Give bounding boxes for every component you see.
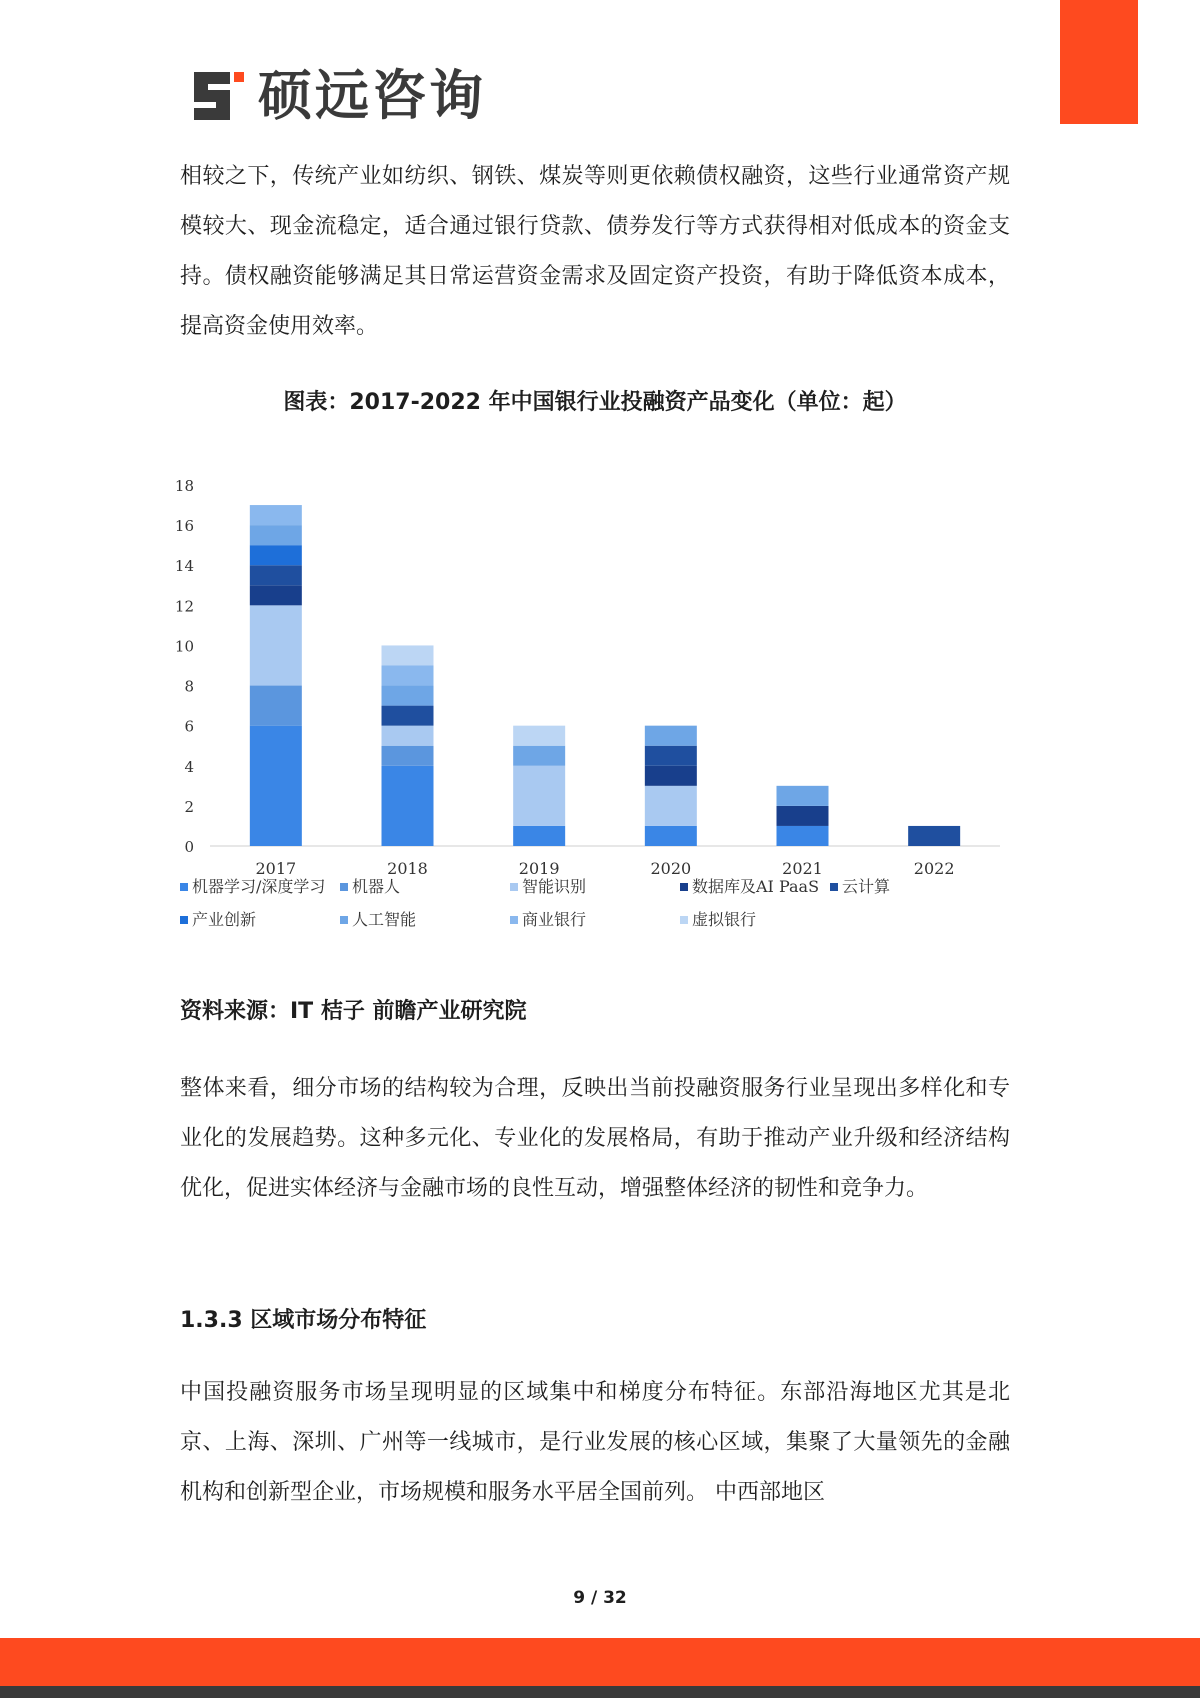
x-tick-label: 2021 <box>782 859 823 878</box>
bar-segment <box>250 726 302 846</box>
legend-label: 机器学习/深度学习 <box>192 877 326 896</box>
bar-chart <box>174 460 1020 960</box>
bar-segment <box>513 766 565 826</box>
y-tick-label: 4 <box>184 757 194 776</box>
bar-segment <box>250 505 302 525</box>
top-accent-bar <box>1060 0 1138 124</box>
bar-segment <box>777 826 829 846</box>
legend-swatch <box>830 883 838 891</box>
legend-swatch <box>180 916 188 924</box>
y-tick-label: 14 <box>174 557 194 576</box>
bar-segment <box>382 645 434 665</box>
bar-segment <box>777 806 829 826</box>
bar-segment <box>250 585 302 605</box>
x-tick-label: 2022 <box>913 859 955 878</box>
bar-segment <box>382 726 434 746</box>
y-tick-label: 18 <box>174 477 194 495</box>
legend-swatch <box>340 916 348 924</box>
x-tick-label: 2017 <box>255 859 297 878</box>
paragraph-debt-financing: 相较之下，传统产业如纺织、钢铁、煤炭等则更依赖债权融资，这些行业通常资产规模较大、现金流稳定，适合通过银行贷款、债券发行等方式获得相对低成本的资金支持。债权融资能够满足其日常运营资金需求及固定资产投资，有助于降低资本成本，提高资金使用效率。 <box>180 164 1010 339</box>
bar-segment <box>250 525 302 545</box>
chart-svg <box>174 460 1020 960</box>
section-heading: 1.3.3 区域市场分布特征 <box>180 1308 427 1333</box>
bar-segment <box>250 686 302 726</box>
legend-label: 虚拟银行 <box>692 910 757 929</box>
x-tick-label: 2018 <box>387 859 428 878</box>
bar-segment <box>382 746 434 766</box>
bar-segment <box>645 826 697 846</box>
page-number: 9 / 32 <box>573 1588 627 1608</box>
legend-label: 数据库及AI PaaS <box>692 877 820 896</box>
legend-swatch <box>180 883 188 891</box>
bar-segment <box>250 605 302 685</box>
legend-swatch <box>510 916 518 924</box>
bar-segment <box>645 746 697 766</box>
y-tick-label: 12 <box>174 597 194 616</box>
x-tick-label: 2019 <box>518 859 560 878</box>
legend-label: 人工智能 <box>352 910 417 929</box>
legend-label: 商业银行 <box>522 910 587 929</box>
bar-segment <box>645 726 697 746</box>
y-tick-label: 16 <box>174 517 194 536</box>
bar-segment <box>645 786 697 826</box>
logo-text: 硕远咨询 <box>258 64 486 127</box>
logo-mark-icon <box>190 68 248 124</box>
y-tick-label: 0 <box>184 838 194 856</box>
y-tick-label: 6 <box>184 717 194 736</box>
legend-swatch <box>680 883 688 891</box>
bar-segment <box>513 726 565 746</box>
legend-swatch <box>510 883 518 891</box>
bar-segment <box>777 786 829 806</box>
bar-segment <box>382 766 434 846</box>
bar-segment <box>645 766 697 786</box>
bar-segment <box>382 666 434 686</box>
legend-label: 产业创新 <box>192 910 257 929</box>
bar-segment <box>513 746 565 766</box>
paragraph-market-structure: 整体来看，细分市场的结构较为合理，反映出当前投融资服务行业呈现出多样化和专业化的发展趋势。这种多元化、专业化的发展格局，有助于推动产业升级和经济结构优化，促进实体经济与金融市场的良性互动，增强整体经济的韧性和竞争力。 <box>180 1076 1010 1201</box>
legend-label: 机器人 <box>352 877 401 896</box>
y-tick-label: 10 <box>174 637 194 656</box>
bar-segment <box>382 686 434 706</box>
x-tick-label: 2020 <box>650 859 692 878</box>
y-tick-label: 2 <box>184 797 194 816</box>
bottom-accent-bar <box>0 1638 1200 1686</box>
y-tick-label: 8 <box>184 677 194 696</box>
bar-segment <box>250 565 302 585</box>
bar-segment <box>908 826 960 846</box>
bar-segment <box>513 826 565 846</box>
legend-label: 云计算 <box>842 877 891 896</box>
bottom-dark-strip <box>0 1686 1200 1698</box>
legend-swatch <box>680 916 688 924</box>
logo <box>190 66 486 126</box>
legend-swatch <box>340 883 348 891</box>
paragraph-regional: 中国投融资服务市场呈现明显的区域集中和梯度分布特征。东部沿海地区尤其是北京、上海、深圳、广州等一线城市，是行业发展的核心区域，集聚了大量领先的金融机构和创新型企业，市场规模和服务水平居全国前列。 中西部地区 <box>180 1380 1010 1505</box>
bar-segment <box>250 545 302 565</box>
legend-label: 智能识别 <box>522 877 587 896</box>
source-note: 资料来源：IT 桔子 前瞻产业研究院 <box>180 999 527 1024</box>
bar-segment <box>382 706 434 726</box>
chart-caption: 图表：2017-2022 年中国银行业投融资产品变化（单位：起） <box>283 390 907 415</box>
